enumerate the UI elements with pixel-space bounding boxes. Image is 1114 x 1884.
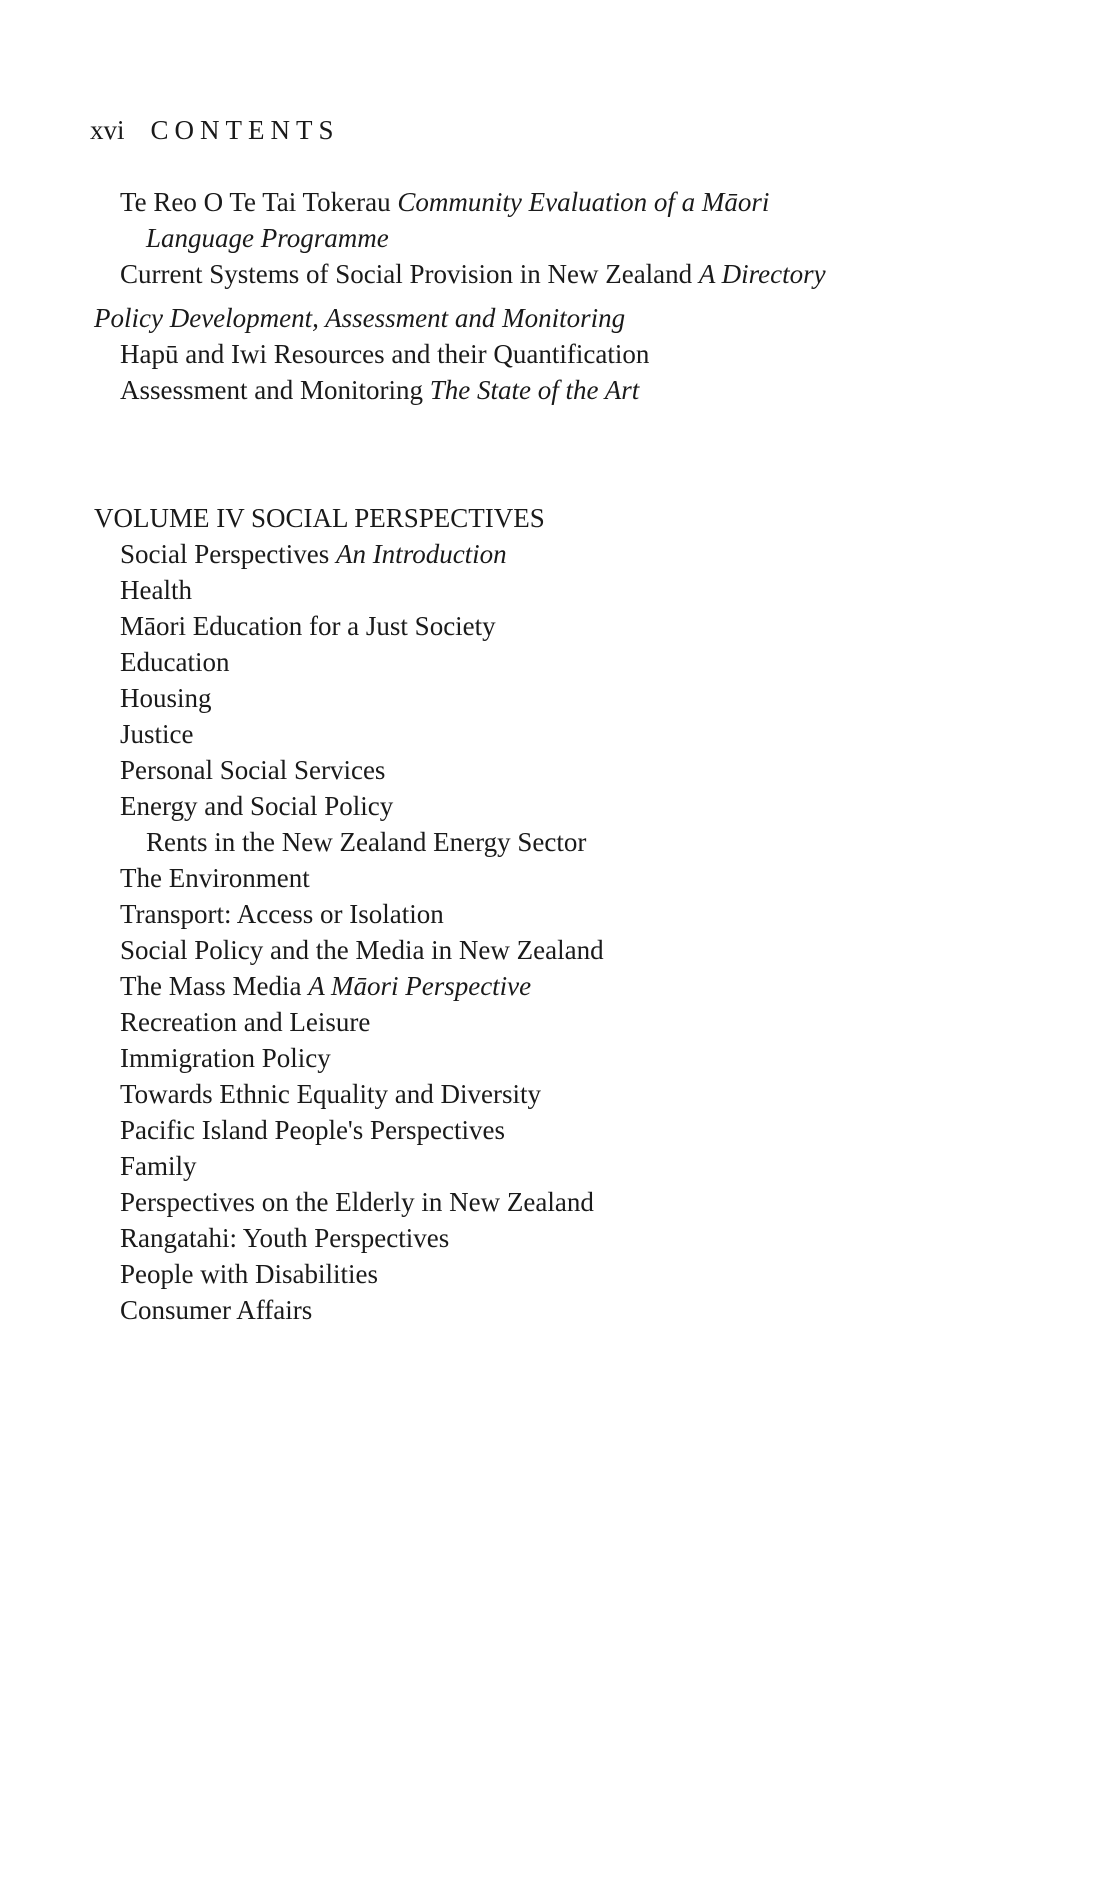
toc-entry-title: Personal Social Services (120, 755, 386, 785)
toc-entry-title: Social Policy and the Media in New Zealand (120, 935, 604, 965)
toc-entry (0, 184, 1000, 220)
toc-entry-title: Towards Ethnic Equality and Diversity (120, 1079, 542, 1109)
toc-entry-title: Transport: Access or Isolation (120, 899, 444, 929)
toc-entry (0, 680, 1000, 716)
page-number: xvi (90, 115, 125, 145)
toc-entry-title: The Mass Media (120, 971, 302, 1001)
toc-entry (0, 536, 1000, 572)
volume-heading: VOLUME IV SOCIAL PERSPECTIVES (94, 503, 545, 533)
toc-entry-title: Recreation and Leisure (120, 1007, 371, 1037)
toc-entry (0, 572, 1000, 608)
toc-entry (0, 824, 1000, 860)
toc-entry (0, 1256, 1000, 1292)
volume-section (0, 500, 1000, 1328)
toc-entry (0, 1220, 1000, 1256)
toc-entry-title: Hapū and Iwi Resources and their Quantification (120, 339, 650, 369)
toc-entry (0, 1004, 1000, 1040)
toc-entry-subtitle: A Directory (698, 259, 826, 289)
toc-entry (0, 896, 1000, 932)
toc-entry (0, 932, 1000, 968)
toc-entry-subtitle: Community Evaluation of a Māori (397, 187, 770, 217)
section-heading: Policy Development, Assessment and Monitoring (94, 303, 626, 333)
toc-entry-subtitle: An Introduction (335, 539, 507, 569)
toc-entry (0, 372, 1000, 408)
toc-entry-title: Te Reo O Te Tai Tokerau (120, 187, 391, 217)
toc-entry-title: Education (120, 647, 230, 677)
toc-entry-title: Energy and Social Policy (120, 791, 394, 821)
toc-entry (0, 752, 1000, 788)
toc-entry-title: Housing (120, 683, 212, 713)
toc-entry-title: Rents in the New Zealand Energy Sector (146, 827, 587, 857)
toc-entry (0, 968, 1000, 1004)
toc-entry-title: People with Disabilities (120, 1259, 378, 1289)
toc-entry (0, 1076, 1000, 1112)
toc-entry-title: Rangatahi: Youth Perspectives (120, 1223, 450, 1253)
toc-entry-title: Māori Education for a Just Society (120, 611, 496, 641)
toc-entry (0, 1040, 1000, 1076)
running-head (90, 112, 340, 148)
toc-entry (0, 1112, 1000, 1148)
toc-entry (0, 644, 1000, 680)
toc-entry-title: Assessment and Monitoring (120, 375, 423, 405)
toc-entry (0, 716, 1000, 752)
toc-entry-title: Perspectives on the Elderly in New Zealand (120, 1187, 594, 1217)
toc-entry-title: Immigration Policy (120, 1043, 331, 1073)
volume-entries (0, 536, 1000, 1328)
toc-entry-title: Pacific Island People's Perspectives (120, 1115, 506, 1145)
toc-entry (0, 1184, 1000, 1220)
toc-entry-title: Justice (120, 719, 194, 749)
toc-entry (0, 336, 1000, 372)
toc-entry-subtitle: A Māori Perspective (308, 971, 532, 1001)
toc-entry-title: Consumer Affairs (120, 1295, 313, 1325)
toc-entry-title: Current Systems of Social Provision in New Zealand (120, 259, 693, 289)
contents-top-block (0, 184, 1000, 408)
toc-entry-subtitle-continued: Language Programme (146, 223, 389, 253)
toc-entry (0, 860, 1000, 896)
toc-entry-title: Family (120, 1151, 197, 1181)
toc-entry-title: Social Perspectives (120, 539, 330, 569)
toc-entry (0, 788, 1000, 824)
running-head-title: CONTENTS (150, 115, 340, 145)
toc-entry-title: The Environment (120, 863, 310, 893)
toc-entry-title: Health (120, 575, 192, 605)
toc-entry (0, 608, 1000, 644)
toc-entry-subtitle: The State of the Art (429, 375, 640, 405)
toc-entry (0, 256, 1000, 292)
toc-entry (0, 1148, 1000, 1184)
toc-entry (0, 1292, 1000, 1328)
